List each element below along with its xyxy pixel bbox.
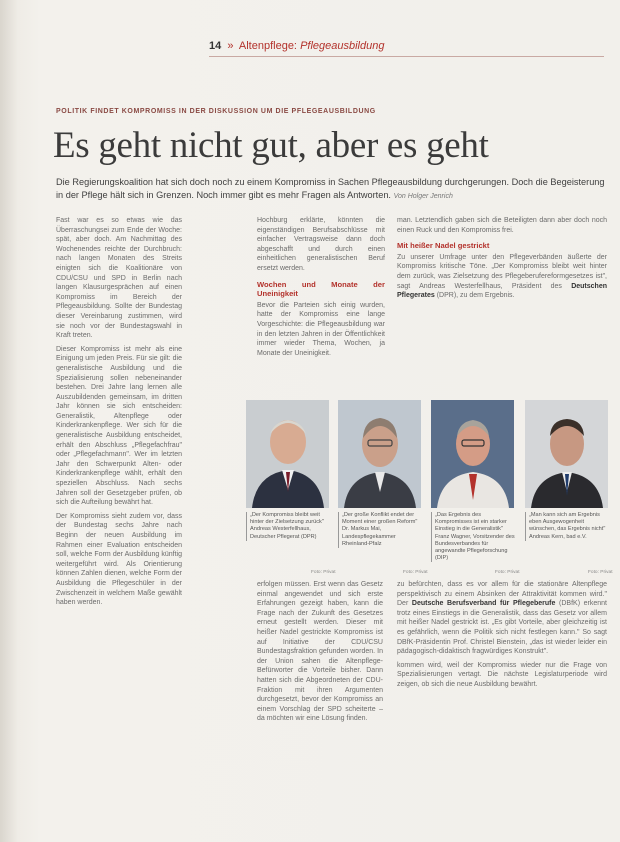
photo-credit-2: Foto: Privat	[403, 570, 428, 575]
org-name-dbfk: Deutsche Berufsverband für Pflegeberufe	[411, 600, 556, 608]
text-run: zu befürchten, dass es vor allem für die stationäre Altenpflege perspektivisch zu einem Absinken der Attraktivität kommen wird." Der	[397, 581, 607, 608]
body-column-2-lower	[257, 580, 383, 804]
body-column-3	[397, 216, 607, 394]
portrait-photo-1	[246, 400, 329, 508]
running-header	[209, 40, 384, 52]
article-author: Von Holger Jenrich	[393, 193, 453, 200]
body-paragraph: Der Kompromiss sieht zudem vor, dass der Bundestag sechs Jahre nach Beginn der neuen Ausbildung im Rahmen einer Evaluation entscheiden soll, welche Form der Ausbildung künftig weitergeführt wird. Als Orientierung können Zahlen dienen, welche Form der Ausbildung die Pflegeschüler in der Zwischenzeit in welchem Maße gewählt haben werden.	[56, 512, 182, 607]
body-paragraph: man. Letztendlich gaben sich die Beteiligten dann aber doch noch einen Ruck und den Kompromiss frei.	[397, 217, 607, 234]
lead-text: Die Regierungskoalition hat sich doch noch zu einem Kompromiss in Sachen Pflegeausbildung durchgerungen. Doch die Begeisterung in der Pflege hält sich in Grenzen. Noch immer gibt es mehr Fragen als Antworten.	[56, 177, 605, 200]
subsection-name: Pflegeausbildung	[300, 40, 385, 52]
body-paragraph: Hochburg erklärte, könnten die eigenständigen Berufsabschlüsse mit einfacher Vertragsweise dann doch abgeschafft und durch einen einheitlichen generalistischen Beruf ersetzt werden.	[257, 217, 385, 272]
section-name: Altenpflege:	[238, 40, 297, 52]
body-paragraph: erfolgen müssen. Erst wenn das Gesetz einmal angewendet und sich erste Erfahrungen gezeigt haben, kann die Frage nach der Zukunft des Gesetzes erneut gestellt werden. Dieser mit heißer Nadel gestrickte Kompromiss ist auf Initiative der CDU/CSU Bundestagsfraktion gefunden worden. In der Union sahen die Altenpflege-Befürworter die Vorteile bisher. Dann hatten sich die Abgeordneten der CDU-Fraktion mit ihren Argumenten durchgesetzt, bevor der Kompromiss an einem Vorschlag der SPD scheiterte – da möchten wir eine Lösung finden.	[257, 581, 383, 723]
body-paragraph: kommen wird, weil der Kompromiss wieder nur die Frage von Spezialisierungen vertagt. Die nächste Legislaturperiode wird zeigen, ob sich die neue Ausbildung bewährt.	[397, 661, 607, 688]
photo-credit-3: Foto: Privat	[495, 570, 520, 575]
body-paragraph	[397, 580, 607, 657]
article-kicker: POLITIK FINDET KOMPROMISS IN DER DISKUSSION UM DIE PFLEGEAUSBILDUNG	[56, 108, 376, 115]
portrait-caption-2: „Der große Konflikt endet der Moment einer großen Reform" Dr. Markus Mai, Landespflegekammer Rheinland-Pfalz	[338, 512, 422, 548]
portrait-caption-4: „Man kann sich am Ergebnis eben Ausgewogenheit wünschen, das Ergebnis nicht" Andreas Kern, bad e.V.	[525, 512, 609, 541]
body-column-1	[56, 216, 182, 798]
photo-credit-4: Foto: Privat	[588, 570, 613, 575]
subheading-uneinigkeit: Wochen und Monate der Uneinigkeit	[257, 279, 385, 299]
subheading-nadel: Mit heißer Nadel gestrickt	[397, 241, 490, 251]
body-column-3-lower	[397, 580, 607, 804]
body-paragraph	[397, 253, 607, 301]
body-paragraph: Bevor die Parteien sich einig wurden, hatte der Kompromiss eine lange Vorgeschichte: die Pflegeausbildung war in den letzten Jahren in der Öffentlichkeit immer wieder Thema, Wochen, ja Monate der Uneinigkeit.	[257, 301, 385, 357]
header-rule	[209, 56, 604, 57]
org-name-dpr: Deutschen Pflegerates	[397, 282, 607, 300]
portrait-gallery	[243, 400, 613, 580]
page-number: 14	[209, 40, 222, 52]
text-run: Zu unserer Umfrage unter den Pflegeverbänden äußerte der Kompromiss kritische Töne. „Der Kompromiss bleibt weit hinter dem zurück, was Zielsetzung des Pflegeberufereformgesetzes ist", sagt Andreas Westerfellhaus, Präsident des	[397, 253, 607, 290]
body-paragraph: Dieser Kompromiss ist mehr als eine Einigung um jeden Preis. Für sie gilt: die generalistische Ausbildung und die Spezialisierung sollen nebeneinander bestehen. Drei Jahre lang lernen alle Auszubildenden gemeinsam, im dritten Jahr können sie sich entscheiden: Generalistik, Altenpflege oder Kinderkrankenpflege. Wer sich für die generalistische Ausbildung entscheidet, erhält den Abschluss „Pflegefachfrau" oder „Pflegefachmann". Wer im letzten Jahr den Schwerpunkt Alten- oder Kinderkrankenpflege wählt, erhält den speziellen Abschluss. Nach sechs Jahren soll der Gesetzgeber prüfen, ob sich die Aufteilung bewährt hat.	[56, 345, 182, 507]
text-run: (DPR), zu dem Ergebnis.	[436, 292, 515, 300]
portrait-caption-1: „Der Kompromiss bleibt weit hinter der Zielsetzung zurück" Andreas Westerfellhaus, Deutscher Pflegerat (DPR)	[246, 512, 330, 541]
portrait-photo-4	[525, 400, 608, 508]
portrait-photo-3	[431, 400, 514, 508]
article-headline: Es geht nicht gut, aber es geht	[53, 125, 489, 166]
article-lead	[56, 176, 608, 203]
header-separator: »	[227, 40, 234, 52]
text-run: (DBfK) erkennt trotz eines Einstiegs in die Generalistik, dass das Gesetz vor allem mit heißer Nadel gestrickt ist. „Es gibt Vorteile, aber gleichzeitig ist es gefährlich, wenn die Politik sich nicht festlegen kann." So sagt DBfK-Präsidentin Prof. Christel Bienstein, „das ist wieder leider ein pädagogisch-didaktisch fragwürdiges Konstrukt".	[397, 600, 607, 656]
photo-credit-1: Foto: Privat	[311, 570, 336, 575]
body-paragraph: Fast war es so etwas wie das Überraschungsei zum Ende der Woche: spät, aber doch. Am Nachmittag des Wochenendes reichte der Durchbruch: nach langen Monaten des Streits einigten sich die Koalitionäre von CDU/CSU und SPD in Berlin nach langen Klausurgesprächen auf einen Kompromiss im Bereich der Pflegeausbildung. Sollte der Bundestag dieser Vereinbarung zustimmen, wird sie noch vor der Bundestagswahl in Kraft treten.	[56, 217, 182, 340]
body-column-2	[257, 216, 385, 394]
portrait-photo-2	[338, 400, 421, 508]
portrait-caption-3: „Das Ergebnis des Kompromisses ist ein starker Einstieg in die Generalistik" Franz Wagner, Vorsitzender des Bundesverbandes für angewandte Pflegeforschung (DIP)	[431, 512, 515, 562]
